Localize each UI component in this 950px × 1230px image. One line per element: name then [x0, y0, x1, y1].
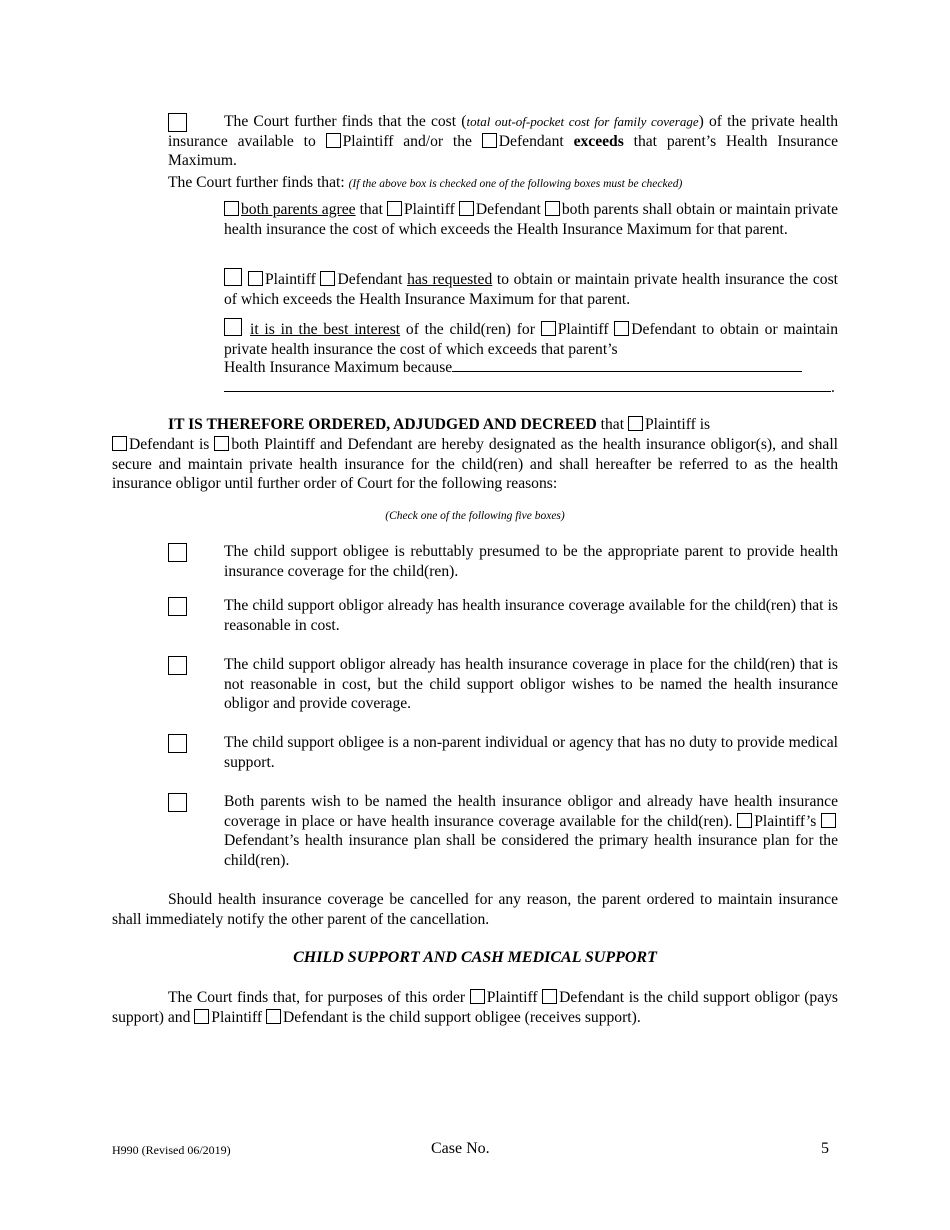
reason-3: The child support obligor already has health insurance coverage in place for the child(ren) that is not reasonable in cost, but the child support obligor wishes to be named the health insurance obligor and provide coverage.: [224, 656, 838, 712]
reason-4: The child support obligee is a non-parent individual or agency that has no duty to provide medical support.: [224, 734, 838, 771]
agree-plaintiff-checkbox[interactable]: [387, 201, 402, 216]
section-heading: CHILD SUPPORT AND CASH MEDICAL SUPPORT: [293, 949, 657, 966]
because-blank-1[interactable]: [452, 357, 802, 372]
obligor-plaintiff-checkbox[interactable]: [470, 989, 485, 1004]
because-line: Health Insurance Maximum because: [224, 357, 838, 378]
ordered-both-checkbox[interactable]: [214, 436, 229, 451]
reason-2: The child support obligor already has health insurance coverage available for the child(ren) that is reasonable in cost.: [224, 597, 838, 634]
cancel-paragraph: Should health insurance coverage be cancelled for any reason, the parent ordered to maintain insurance shall immediately notify the other parent of the cancellation.: [112, 891, 838, 928]
because-blank-2[interactable]: [224, 377, 831, 392]
plaintiff-checkbox[interactable]: [326, 133, 341, 148]
best-interest-plaintiff-checkbox[interactable]: [541, 321, 556, 336]
reason-5-plaintiff-checkbox[interactable]: [737, 813, 752, 828]
case-number-label: Case No.: [431, 1140, 490, 1157]
requested-defendant-checkbox[interactable]: [320, 271, 335, 286]
best-interest-defendant-checkbox[interactable]: [614, 321, 629, 336]
obligee-defendant-checkbox[interactable]: [266, 1009, 281, 1024]
reason-3-checkbox[interactable]: [168, 656, 187, 675]
obligee-plaintiff-checkbox[interactable]: [194, 1009, 209, 1024]
requested-plaintiff-checkbox[interactable]: [248, 271, 263, 286]
reason-1: The child support obligee is rebuttably presumed to be the appropriate parent to provide health insurance coverage for the child(ren).: [224, 543, 838, 580]
sub-option-agree: both parents agree that Plaintiff Defendant both parents shall obtain or maintain private health insurance the cost of which exceeds the Health Insurance Maximum for that parent.: [224, 201, 839, 238]
finds-paragraph: The Court finds that, for purposes of this order Plaintiff Defendant is the child support obligor (pays support) and Plaintiff Defendant is the child support obligee (receives support).: [112, 989, 838, 1026]
reason-5-checkbox[interactable]: [168, 793, 187, 812]
further-finds-line: The Court further finds that: (If the above box is checked one of the following boxes must be checked): [168, 174, 683, 191]
check-note: (Check one of the following five boxes): [385, 510, 565, 522]
reason-5-defendant-checkbox[interactable]: [821, 813, 836, 828]
ordered-paragraph: Defendant is both Plaintiff and Defendant are hereby designated as the health insurance obligor(s), and shall secure and maintain private health insurance for the child(ren) and shall hereafter be referred to as the health insurance obligor until further order of Court for the following reasons:: [112, 436, 838, 492]
ordered-first-line: IT IS THEREFORE ORDERED, ADJUDGED AND DECREED that Plaintiff is: [168, 416, 711, 433]
reason-1-checkbox[interactable]: [168, 543, 187, 562]
agree-checkbox[interactable]: [224, 201, 239, 216]
reason-4-checkbox[interactable]: [168, 734, 187, 753]
because-line-2: .: [224, 377, 844, 398]
obligor-defendant-checkbox[interactable]: [542, 989, 557, 1004]
ordered-defendant-checkbox[interactable]: [112, 436, 127, 451]
agree-both-checkbox[interactable]: [545, 201, 560, 216]
agree-defendant-checkbox[interactable]: [459, 201, 474, 216]
best-interest-checkbox[interactable]: [224, 318, 242, 336]
sub-option-best-interest: it is in the best interest of the child(ren) for Plaintiff Defendant to obtain or maintain private health insurance the cost of which exceeds that parent’s: [224, 318, 838, 359]
form-number: H990 (Revised 06/2019): [112, 1143, 231, 1157]
requested-checkbox[interactable]: [224, 268, 242, 286]
page-number: 5: [821, 1140, 829, 1157]
sub-option-requested: Plaintiff Defendant has requested to obtain or maintain private health insurance the cost of which exceeds the Health Insurance Maximum for that parent.: [224, 268, 838, 309]
reason-5: Both parents wish to be named the health insurance obligor and already have health insurance coverage in place or have health insurance coverage available for the child(ren). Plaintiff’s Defendant’s health insurance plan shall be considered the primary health insurance plan for the child(ren).: [224, 793, 838, 869]
defendant-checkbox[interactable]: [482, 133, 497, 148]
ordered-plaintiff-checkbox[interactable]: [628, 416, 643, 431]
reason-2-checkbox[interactable]: [168, 597, 187, 616]
cost-finding-paragraph: The Court further finds that the cost (total out-of-pocket cost for family coverage) of the private health insurance available to Plaintiff and/or the Defendant exceeds that parent’s Health Insurance Maximum.: [168, 113, 838, 169]
